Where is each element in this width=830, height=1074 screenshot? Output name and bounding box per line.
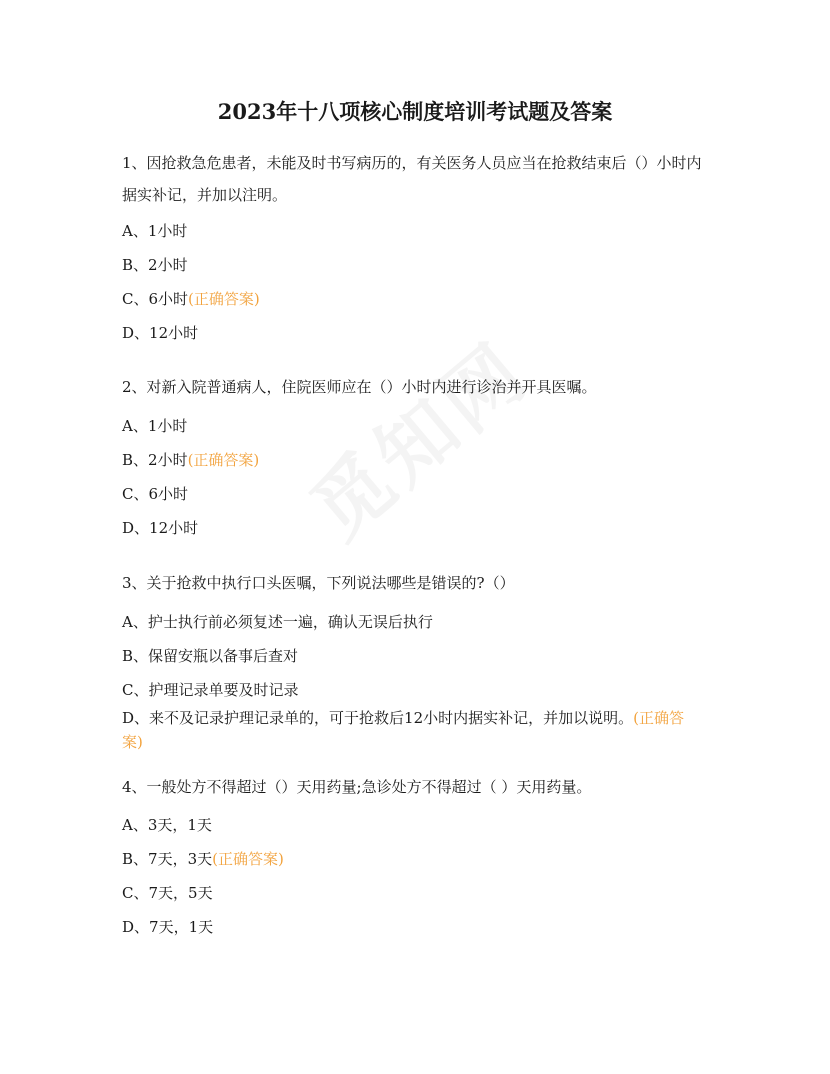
option-label: C、6小时 (122, 290, 189, 308)
question-text: 2、对新入院普通病人，住院医师应在（）小时内进行诊治并开具医嘱。 (122, 378, 597, 396)
option: A、3天，1天 (122, 816, 212, 834)
option: A、1小时 (122, 417, 188, 435)
option: C、6小时 (122, 485, 189, 503)
option-correct (122, 847, 702, 871)
option: A、1小时 (122, 222, 188, 240)
correct-answer-mark: (正确答案) (122, 709, 684, 751)
option: D、12小时 (122, 324, 199, 342)
question-text: 3、关于抢救中执行口头医嘱，下列说法哪些是错误的?（） (122, 574, 515, 592)
correct-answer-mark: (正确答案) (187, 451, 260, 469)
option-label: B、2小时 (122, 451, 188, 469)
option-correct (122, 706, 702, 754)
option-correct (122, 448, 702, 472)
option: C、护理记录单要及时记录 (122, 681, 299, 699)
option-label: D、来不及记录护理记录单的，可于抢救后12小时内据实补记，并加以说明。 (122, 709, 634, 727)
option: A、护士执行前必须复述一遍，确认无误后执行 (122, 613, 433, 631)
correct-answer-mark: (正确答案) (212, 850, 284, 868)
option-correct (122, 287, 702, 311)
option: B、2小时 (122, 256, 188, 274)
option: C、7天，5天 (122, 884, 213, 902)
option: D、7天，1天 (122, 918, 214, 936)
correct-answer-mark: (正确答案) (188, 290, 260, 308)
option: D、12小时 (122, 519, 199, 537)
question-text: 1、因抢救急危患者，未能及时书写病历的，有关医务人员应当在抢救结束后（）小时内据实补记，并加以注明。 (122, 154, 702, 204)
question-text: 4、一般处方不得超过（）天用药量;急诊处方不得超过（ ）天用药量。 (122, 778, 592, 796)
page-title: 2023年十八项核心制度培训考试题及答案 (217, 99, 613, 124)
option: B、保留安瓶以备事后查对 (122, 647, 299, 665)
option-label: B、7天，3天 (122, 850, 213, 868)
